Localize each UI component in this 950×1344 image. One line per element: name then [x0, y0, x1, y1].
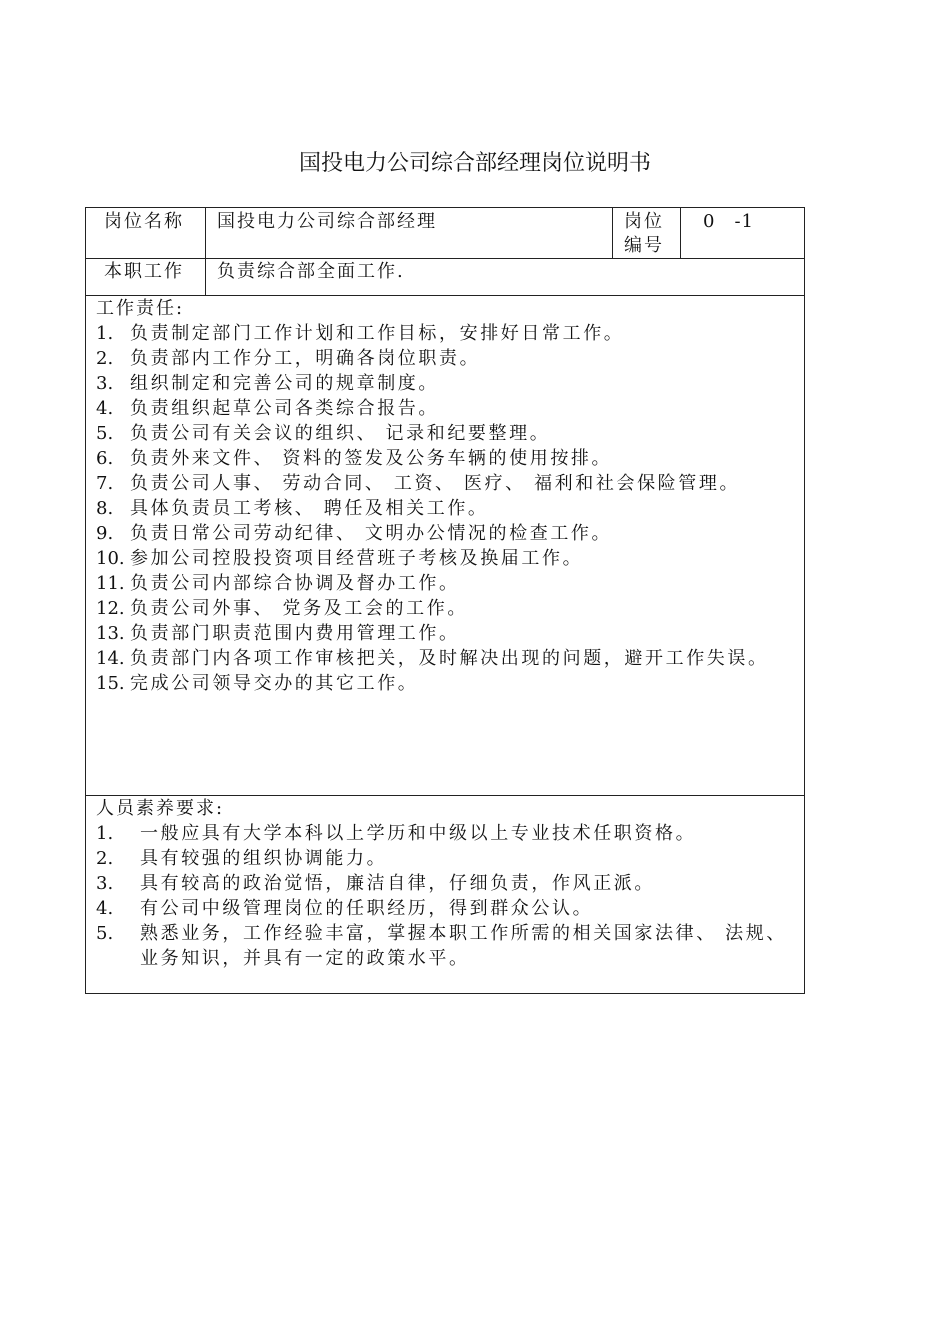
item-text: 参加公司控股投资项目经营班子考核及换届工作。 — [130, 548, 584, 569]
item-text: 负责日常公司劳动纪律、 文明办公情况的检查工作。 — [130, 523, 613, 544]
requirements-heading: 人员素养要求: — [96, 798, 225, 819]
list-item — [96, 621, 798, 646]
item-text: 有公司中级管理岗位的任职经历，得到群众公认。 — [140, 898, 594, 919]
item-text: 负责公司有关会议的组织、 记录和纪要整理。 — [130, 423, 551, 444]
list-item — [96, 596, 798, 621]
position-name-value: 国投电力公司综合部经理 — [217, 211, 437, 232]
item-text: 负责外来文件、 资料的签发及公务车辆的使用按排。 — [130, 448, 613, 469]
position-name-label: 岗位名称 — [104, 211, 184, 232]
item-number: 10. — [96, 548, 125, 569]
item-number: 1. — [96, 823, 114, 844]
item-text: 负责公司外事、 党务及工会的工作。 — [130, 598, 468, 619]
column-divider — [680, 208, 681, 258]
list-item — [96, 546, 798, 571]
list-item — [96, 871, 798, 896]
item-text: 完成公司领导交办的其它工作。 — [130, 673, 419, 694]
list-item — [96, 846, 798, 871]
position-code-label-line2: 编号 — [624, 235, 664, 256]
item-number: 5. — [96, 923, 114, 944]
item-number: 13. — [96, 623, 125, 644]
list-item — [96, 671, 798, 696]
item-text: 负责制定部门工作计划和工作目标，安排好日常工作。 — [130, 323, 625, 344]
requirements-section — [96, 796, 798, 971]
item-number: 11. — [96, 573, 125, 594]
list-item — [96, 396, 798, 421]
list-item — [96, 446, 798, 471]
item-text: 负责组织起草公司各类综合报告。 — [130, 398, 439, 419]
list-item — [96, 521, 798, 546]
item-text: 负责部门内各项工作审核把关，及时解决出现的问题，避开工作失误。 — [130, 648, 769, 669]
item-text: 组织制定和完善公司的规章制度。 — [130, 373, 439, 394]
row-divider — [86, 258, 804, 259]
list-item — [96, 571, 798, 596]
responsibilities-heading: 工作责任: — [96, 298, 185, 319]
list-item — [96, 421, 798, 446]
item-text: 具有较高的政治觉悟，廉洁自律，仔细负责，作风正派。 — [140, 873, 655, 894]
item-text: 熟悉业务，工作经验丰富，掌握本职工作所需的相关国家法律、 法规、 业务知识，并具有一定的政策水平。 — [140, 923, 787, 969]
item-number: 4. — [96, 398, 114, 419]
list-item — [96, 346, 798, 371]
item-number: 7. — [96, 473, 114, 494]
item-number: 3. — [96, 873, 114, 894]
item-number: 9. — [96, 523, 114, 544]
item-text: 具有较强的组织协调能力。 — [140, 848, 388, 869]
item-text: 负责部门职责范围内费用管理工作。 — [130, 623, 460, 644]
duty-value: 负责综合部全面工作. — [217, 261, 405, 282]
position-code-value: 0 -1 — [703, 211, 754, 232]
list-item — [96, 646, 798, 671]
item-text: 一般应具有大学本科以上学历和中级以上专业技术任职资格。 — [140, 823, 697, 844]
item-number: 5. — [96, 423, 114, 444]
list-item — [96, 821, 798, 846]
column-divider — [205, 208, 206, 295]
column-divider — [612, 208, 613, 258]
list-item — [96, 896, 798, 921]
list-item — [96, 371, 798, 396]
document-title: 国投电力公司综合部经理岗位说明书 — [298, 151, 651, 176]
item-text: 负责公司内部综合协调及督办工作。 — [130, 573, 460, 594]
position-code-label-line1: 岗位 — [624, 211, 664, 232]
item-number: 15. — [96, 673, 125, 694]
list-item — [96, 471, 798, 496]
item-number: 3. — [96, 373, 114, 394]
item-number: 1. — [96, 323, 114, 344]
list-item — [96, 496, 798, 521]
list-item — [96, 921, 798, 971]
item-number: 2. — [96, 348, 114, 369]
item-number: 12. — [96, 598, 125, 619]
item-number: 8. — [96, 498, 114, 519]
job-description-table — [85, 207, 805, 994]
duty-label: 本职工作 — [104, 261, 184, 282]
item-text: 负责公司人事、 劳动合同、 工资、 医疗、 福利和社会保险管理。 — [130, 473, 741, 494]
responsibilities-section — [96, 296, 798, 696]
item-number: 2. — [96, 848, 114, 869]
item-number: 6. — [96, 448, 114, 469]
item-text: 具体负责员工考核、 聘任及相关工作。 — [130, 498, 489, 519]
item-number: 4. — [96, 898, 114, 919]
list-item — [96, 321, 798, 346]
item-number: 14. — [96, 648, 125, 669]
item-text: 负责部内工作分工，明确各岗位职责。 — [130, 348, 481, 369]
